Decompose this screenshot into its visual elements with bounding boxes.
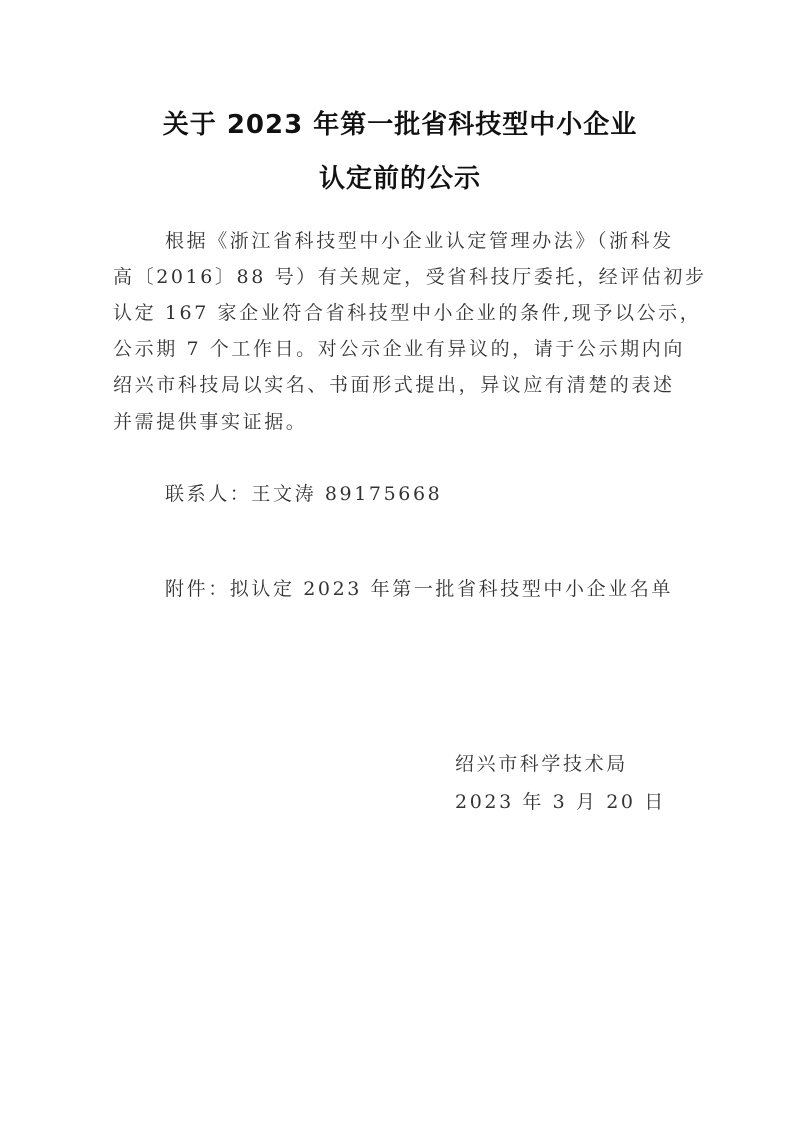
body-line: 公示期 7 个工作日。对公示企业有异议的，请于公示期内向 [113,338,685,360]
body-line: 绍兴市科技局以实名、书面形式提出，异议应有清楚的表述 [113,374,675,396]
body-line: 认定 167 家企业符合省科技型中小企业的条件,现予以公示， [113,302,702,324]
title-line-2: 认定前的公示 [318,164,481,194]
body-line: 并需提供事实证据。 [113,411,308,433]
signature-date: 2023 年 3 月 20 日 [455,791,666,813]
signature-org: 绍兴市科学技术局 [455,753,628,775]
body-line: 高〔2016〕88 号）有关规定，受省科技厅委托，经评估初步 [113,266,707,288]
contact-line: 联系人：王文涛 89175668 [165,483,443,505]
attachment-line: 附件：拟认定 2023 年第一批省科技型中小企业名单 [165,578,674,600]
body-line: 根据《浙江省科技型中小企业认定管理办法》（浙科发 [165,230,674,252]
title-line-1: 关于 2023 年第一批省科技型中小企业 [162,110,638,140]
